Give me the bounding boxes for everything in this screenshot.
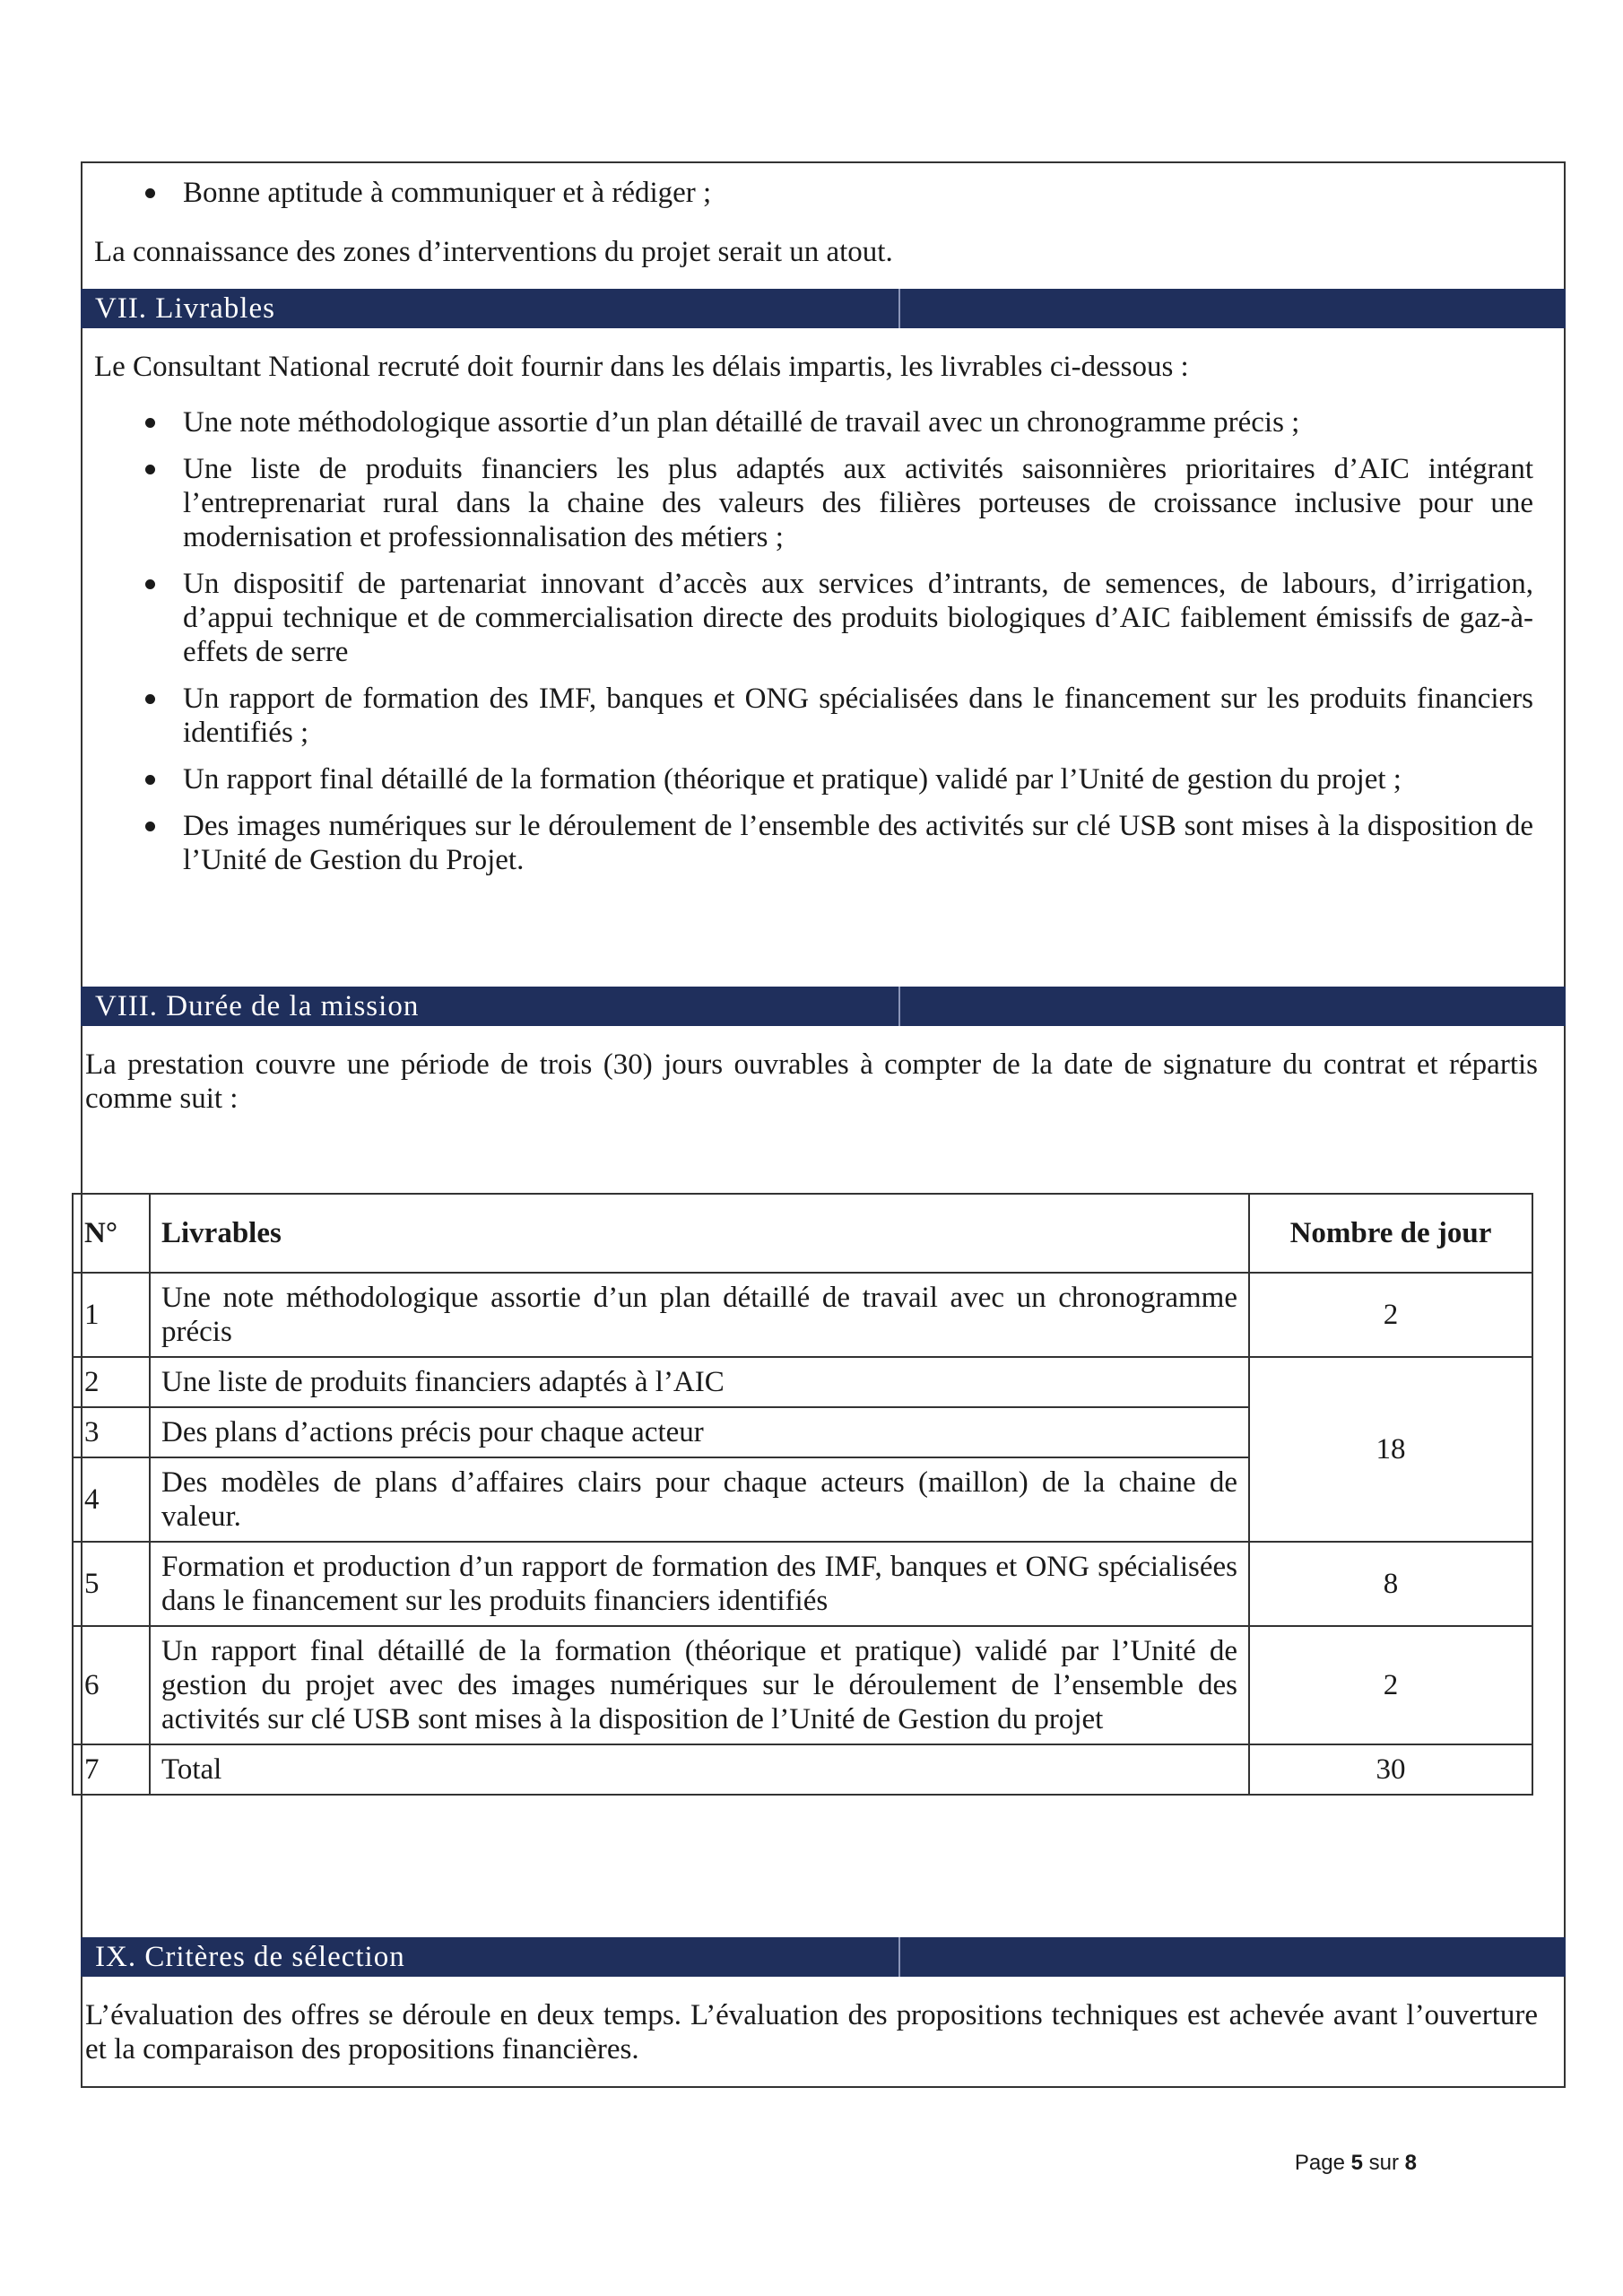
bullet-text: Bonne aptitude à communiquer et à rédiger ;: [183, 177, 712, 209]
row-num: 3: [73, 1407, 150, 1457]
page-total: 8: [1404, 2151, 1417, 2175]
bullet-text: Un dispositif de partenariat innovant d’accès aux services d’intrants, de semences, de labours, d’irrigation, d’appui technique et de commercialisation directe des produits biologiques d’AIC faiblement émissifs de gaz-à-effets de serre: [183, 568, 1533, 668]
row-num: 4: [73, 1457, 150, 1542]
row-days: 18: [1249, 1357, 1532, 1542]
bullet-icon: [145, 822, 155, 831]
row-num: 5: [73, 1542, 150, 1626]
livrables-list: [135, 405, 1533, 890]
list-item: [135, 176, 1533, 210]
row-livrable: Une liste de produits financiers adaptés à l’AIC: [150, 1357, 1249, 1407]
page-current: 5: [1350, 2151, 1363, 2175]
bullet-icon: [145, 465, 155, 474]
bullet-text: Un rapport de formation des IMF, banques et ONG spécialisées dans le financement sur les produits financiers identifiés ;: [183, 683, 1533, 749]
row-livrable: Des plans d’actions précis pour chaque acteur: [150, 1407, 1249, 1457]
row-num: 1: [73, 1273, 150, 1357]
duree-text: La prestation couvre une période de trois (30) jours ouvrables à compter de la date de signature du contrat et répartis comme suit :: [85, 1048, 1538, 1115]
header-livrables: Livrables: [150, 1194, 1249, 1273]
table-row: [73, 1626, 1532, 1744]
header-divider: [898, 289, 900, 328]
page-label: Page: [1294, 2151, 1345, 2175]
table-row: [73, 1273, 1532, 1357]
section-title: VII. Livrables: [95, 292, 275, 325]
table-row-total: [73, 1744, 1532, 1795]
header-num: N°: [73, 1194, 150, 1273]
row-num: 7: [73, 1744, 150, 1795]
zones-note: La connaissance des zones d’interventions du projet serait un atout.: [94, 236, 893, 268]
section-header-livrables: [81, 289, 1566, 328]
section-title: IX. Critères de sélection: [95, 1941, 405, 1973]
header-divider: [898, 1937, 900, 1977]
bullet-text: Une note méthodologique assortie d’un plan détaillé de travail avec un chronogramme précis ;: [183, 406, 1300, 439]
bullet-icon: [145, 694, 155, 704]
bullet-icon: [145, 188, 155, 198]
section-header-duree: [81, 987, 1566, 1026]
list-item: [135, 762, 1533, 796]
row-livrable: Une note méthodologique assortie d’un plan détaillé de travail avec un chronogramme précis: [150, 1273, 1249, 1357]
section-header-criteres: [81, 1937, 1566, 1977]
list-item: [135, 567, 1533, 669]
bullet-icon: [145, 579, 155, 589]
list-item: [135, 452, 1533, 554]
deliverables-table: [72, 1193, 1533, 1796]
top-bullet-list: [135, 176, 1533, 222]
bullet-icon: [145, 418, 155, 428]
table-row: [73, 1542, 1532, 1626]
section-title: VIII. Durée de la mission: [95, 990, 420, 1022]
bullet-text: Un rapport final détaillé de la formation (théorique et pratique) validé par l’Unité de gestion du projet ;: [183, 763, 1402, 796]
header-days: Nombre de jour: [1249, 1194, 1532, 1273]
bullet-icon: [145, 775, 155, 785]
row-days: 8: [1249, 1542, 1532, 1626]
row-num: 2: [73, 1357, 150, 1407]
list-item: [135, 682, 1533, 750]
table-row: [73, 1357, 1532, 1407]
row-num: 6: [73, 1626, 150, 1744]
table-header-row: [73, 1194, 1532, 1273]
row-livrable: Un rapport final détaillé de la formation (théorique et pratique) validé par l’Unité de gestion du projet avec des images numériques sur le déroulement de l’ensemble des activités sur clé USB sont mises à la disposition de l’Unité de Gestion du projet: [150, 1626, 1249, 1744]
row-livrable: Des modèles de plans d’affaires clairs pour chaque acteurs (maillon) de la chaine de valeur.: [150, 1457, 1249, 1542]
row-days: 30: [1249, 1744, 1532, 1795]
of-label: sur: [1368, 2151, 1399, 2175]
criteres-text: L’évaluation des offres se déroule en deux temps. L’évaluation des propositions techniques est achevée avant l’ouverture et la comparaison des propositions financières.: [85, 1999, 1538, 2066]
row-livrable: Formation et production d’un rapport de formation des IMF, banques et ONG spécialisées dans le financement sur les produits financiers identifiés: [150, 1542, 1249, 1626]
row-days: 2: [1249, 1273, 1532, 1357]
page-footer: [1295, 2151, 1417, 2176]
list-item: [135, 405, 1533, 439]
bullet-text: Une liste de produits financiers les plus adaptés aux activités saisonnières prioritaires d’AIC intégrant l’entreprenariat rural dans la chaine des valeurs des filières porteuses de croissance inclusive pour une modernisation et professionnalisation des métiers ;: [183, 453, 1533, 553]
row-livrable: Total: [150, 1744, 1249, 1795]
bullet-text: Des images numériques sur le déroulement de l’ensemble des activités sur clé USB sont mises à la disposition de l’Unité de Gestion du Projet.: [183, 810, 1533, 876]
header-divider: [898, 987, 900, 1026]
row-days: 2: [1249, 1626, 1532, 1744]
list-item: [135, 809, 1533, 877]
livrables-intro: Le Consultant National recruté doit fournir dans les délais impartis, les livrables ci-dessous :: [94, 351, 1189, 383]
